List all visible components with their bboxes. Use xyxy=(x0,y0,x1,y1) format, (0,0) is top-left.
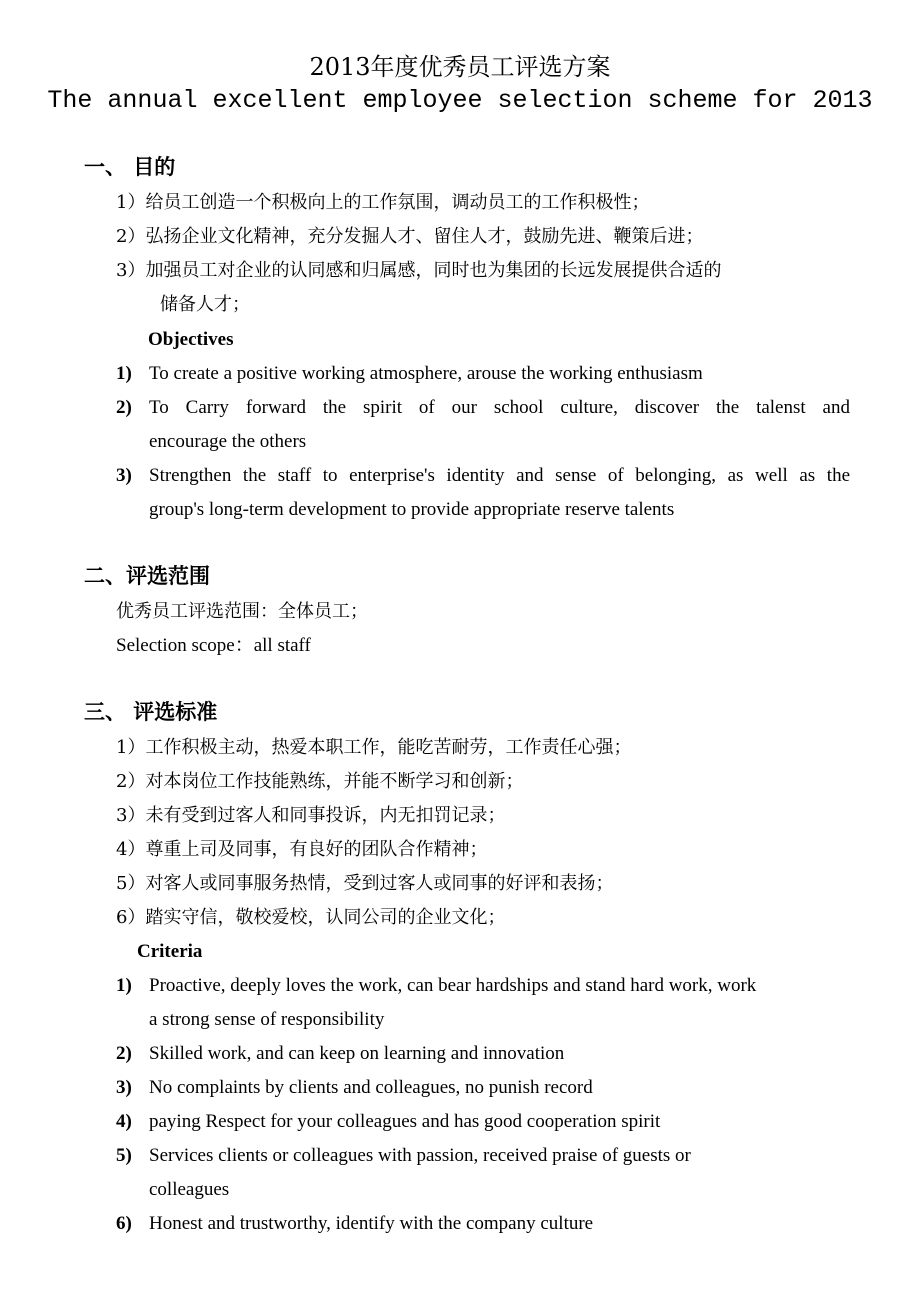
scope-text-cn: 优秀员工评选范围：全体员工； xyxy=(116,601,368,622)
item-text-line1: Proactive, deeply loves the work, can bear hardships and stand hard work, work xyxy=(149,975,757,996)
list-item xyxy=(116,1071,850,1105)
list-item xyxy=(116,1139,850,1207)
item-text-line1: Strengthen the staff to enterprise's identity and sense of belonging, as well as the xyxy=(149,465,850,486)
list-item xyxy=(116,254,721,288)
item-text-line1: To Carry forward the spirit of our school culture, discover the talenst and xyxy=(149,397,850,418)
section-heading-objectives: 一、 目的 xyxy=(84,154,176,179)
list-item xyxy=(116,391,850,459)
item-number: 6） xyxy=(116,907,146,928)
subheading-objectives: Objectives xyxy=(148,329,234,350)
item-number: 4) xyxy=(116,1111,132,1132)
item-text: Honest and trustworthy, identify with the company culture xyxy=(149,1213,594,1234)
item-number: 1） xyxy=(116,737,146,758)
item-number: 6) xyxy=(116,1213,132,1234)
item-number: 5） xyxy=(116,873,146,894)
subheading-criteria: Criteria xyxy=(137,941,203,962)
list-item xyxy=(116,1037,850,1071)
item-text: 弘扬企业文化精神，充分发掘人才、留住人才，鼓励先进、鞭策后进； xyxy=(145,226,704,247)
item-number: 3) xyxy=(116,465,132,486)
item-text: 给员工创造一个积极向上的工作氛围，调动员工的工作积极性； xyxy=(145,192,650,213)
item-text: 工作积极主动，热爱本职工作，能吃苦耐劳，工作责任心强； xyxy=(145,737,632,758)
section-heading-criteria: 三、 评选标准 xyxy=(84,699,218,724)
item-text: 踏实守信，敬校爱校，认同公司的企业文化； xyxy=(145,907,506,928)
item-text-line2: colleagues xyxy=(149,1179,230,1200)
item-number: 2） xyxy=(116,771,146,792)
item-text: No complaints by clients and colleagues, no punish record xyxy=(149,1077,593,1098)
list-item xyxy=(116,833,487,867)
item-text-line2: group's long-term development to provide appropriate reserve talents xyxy=(149,499,675,520)
item-text-line1: Services clients or colleagues with passion, received praise of guests or xyxy=(149,1145,691,1166)
page-title: 2013年度优秀员工评选方案 xyxy=(309,53,611,81)
item-number: 1) xyxy=(116,975,132,996)
item-number: 2) xyxy=(116,397,132,418)
item-text-line2: encourage the others xyxy=(149,431,307,452)
item-text: 未有受到过客人和同事投诉，内无扣罚记录； xyxy=(145,805,506,826)
item-number: 2) xyxy=(116,1043,132,1064)
list-item xyxy=(116,186,649,220)
list-item xyxy=(116,1105,850,1139)
list-item xyxy=(116,357,850,391)
item-text: 对本岗位工作技能熟练，并能不断学习和创新； xyxy=(145,771,524,792)
page-subtitle: The annual excellent employee selection scheme for 2013 xyxy=(47,86,873,115)
item-number: 4） xyxy=(116,839,146,860)
item-text: 尊重上司及同事，有良好的团队合作精神； xyxy=(145,839,488,860)
list-item xyxy=(116,799,505,833)
list-item xyxy=(116,459,850,527)
item-text-line2: a strong sense of responsibility xyxy=(149,1009,385,1030)
section-heading-scope: 二、评选范围 xyxy=(84,563,210,588)
list-item xyxy=(116,220,703,254)
item-text: 加强员工对企业的认同感和归属感，同时也为集团的长远发展提供合适的 xyxy=(145,260,722,281)
item-number: 1) xyxy=(116,363,132,384)
list-item xyxy=(116,901,505,935)
item-number: 3) xyxy=(116,1077,132,1098)
list-item xyxy=(116,1207,850,1241)
item-number: 3） xyxy=(116,260,146,281)
item-text: Skilled work, and can keep on learning and innovation xyxy=(149,1043,565,1064)
list-item-continuation: 储备人才； xyxy=(160,294,250,315)
list-item xyxy=(116,969,850,1037)
item-number: 2） xyxy=(116,226,146,247)
item-number: 1） xyxy=(116,192,146,213)
list-item xyxy=(116,731,631,765)
list-item xyxy=(116,867,613,901)
item-text: To create a positive working atmosphere, arouse the working enthusiasm xyxy=(149,363,703,384)
item-number: 5) xyxy=(116,1145,132,1166)
scope-text-en: Selection scope：all staff xyxy=(116,635,311,656)
list-item xyxy=(116,765,523,799)
item-number: 3） xyxy=(116,805,146,826)
item-text: 对客人或同事服务热情，受到过客人或同事的好评和表扬； xyxy=(145,873,614,894)
item-text: paying Respect for your colleagues and has good cooperation spirit xyxy=(149,1111,661,1132)
